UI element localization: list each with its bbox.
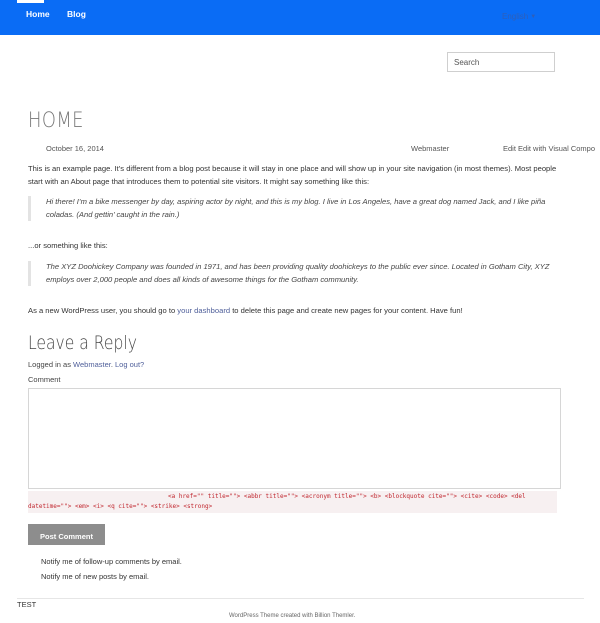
notify-posts-option[interactable] [38, 572, 149, 581]
footer-test-text: TEST [17, 600, 37, 609]
dashboard-text-after: to delete this page and create new pages for your content. Have fun! [230, 306, 463, 315]
allowed-tags-line-2: datetime=""> <em> <i> <q cite=""> <strike> <strong> [28, 503, 213, 510]
notify-posts-label: Notify me of new posts by email. [41, 572, 149, 581]
allowed-tags-notice [28, 491, 557, 513]
notify-followup-option[interactable] [38, 557, 182, 566]
edit-link[interactable]: Edit [503, 144, 516, 153]
language-label: English [502, 12, 529, 21]
content-paragraph-dashboard [28, 305, 573, 318]
language-selector[interactable] [502, 12, 536, 21]
post-author-link[interactable]: Webmaster [411, 144, 450, 153]
logged-user-link[interactable]: Webmaster [73, 360, 111, 369]
post-comment-button[interactable]: Post Comment [28, 524, 105, 545]
dashboard-text-before: As a new WordPress user, you should go to [28, 306, 178, 315]
page-title: HOME [28, 108, 84, 132]
logged-in-notice [28, 360, 144, 369]
content-paragraph-intro: This is an example page. It’s different from a blog post because it will stay in one place and will show up in your site navigation (in most themes). Most people start with an About page that introduces them to potential site visitors. It might say something like this: [28, 164, 557, 186]
comment-textarea[interactable] [28, 388, 561, 489]
comment-label: Comment [28, 375, 61, 384]
footer-divider [17, 598, 584, 599]
chevron-down-icon: ▼ [530, 13, 537, 20]
edit-visual-composer-link[interactable]: Edit with Visual Compo [518, 144, 596, 153]
nav-item-blog[interactable]: Blog [67, 9, 86, 19]
blockquote-xyz-company: The XYZ Doohickey Company was founded in 1971, and has been providing quality doohickeys to the public ever since. Located in Gotham City, XYZ employs over 2,000 people and does all kinds of awesome things for the Gotham community. [28, 261, 564, 286]
top-navigation-bar [0, 0, 600, 35]
dashboard-link[interactable]: your dashboard [177, 306, 231, 315]
notify-followup-label: Notify me of follow-up comments by email. [41, 557, 182, 566]
logged-in-prefix: Logged in as [28, 360, 74, 369]
credit-period: . [353, 613, 356, 619]
leave-reply-heading: Leave a Reply [28, 332, 137, 354]
logout-link[interactable]: Log out? [115, 360, 145, 369]
footer-credit [229, 613, 355, 619]
content-paragraph-or: ...or something like this: [28, 241, 108, 250]
wordpress-theme-link[interactable]: WordPress Theme [229, 613, 281, 619]
edit-links [503, 144, 595, 153]
active-nav-indicator [17, 0, 44, 3]
search-input[interactable] [447, 52, 555, 72]
blockquote-bike-messenger: Hi there! I’m a bike messenger by day, aspiring actor by night, and this is my blog. I live in Los Angeles, have a great dog named Jack, and I like piña coladas. (And gettin’ caught in the rain.) [28, 196, 564, 221]
post-date: October 16, 2014 [46, 144, 104, 153]
nav-item-home[interactable]: Home [26, 9, 50, 19]
credit-created-with: created with [280, 613, 315, 619]
logged-in-separator: . [110, 360, 116, 369]
allowed-tags-line-1: <a href="" title=""> <abbr title=""> <acronym title=""> <b> <blockquote cite=""> <cite> <code> <del [168, 493, 526, 500]
billion-themler-link[interactable]: Billion Themler [314, 613, 354, 619]
